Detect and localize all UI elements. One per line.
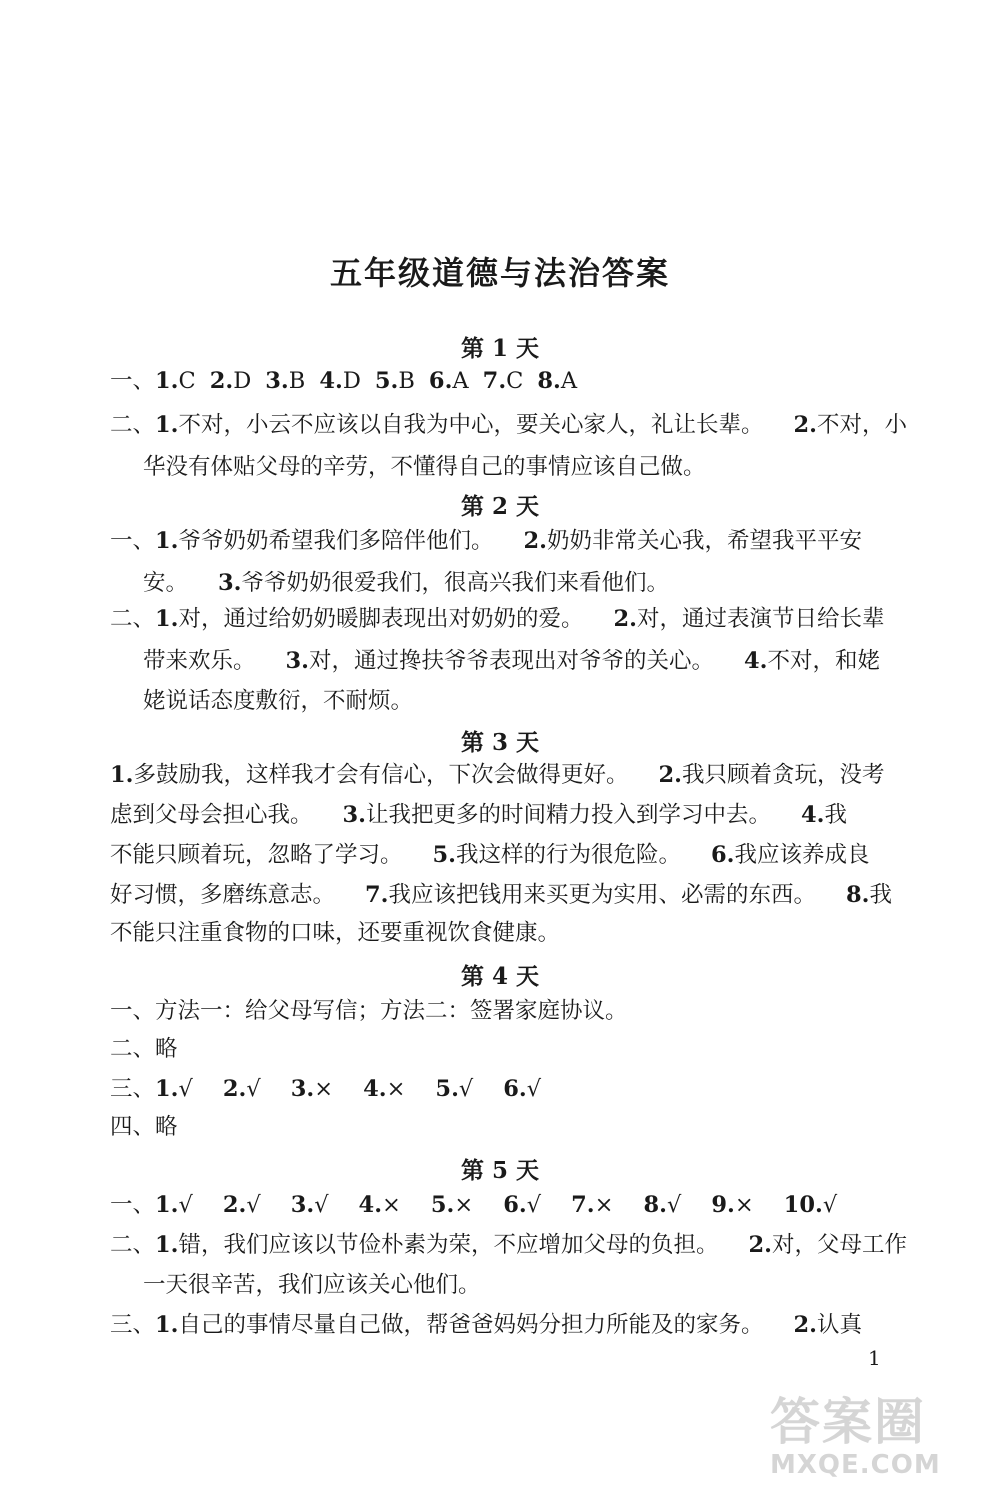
item-number: 7. [571,1192,595,1218]
item-number: 1. [155,1232,179,1258]
page-title: 五年级道德与法治答案 [329,254,670,292]
item-number: 1. [155,1076,179,1102]
item-number: 6. [428,368,453,394]
section-prefix: 一、 [110,528,156,554]
day-2-line-4 [143,646,903,676]
section-prefix: 二、 [110,606,156,632]
day-5-line-1 [110,1190,900,1220]
item-number: 2. [793,1312,818,1338]
item-number: 2. [658,762,683,788]
day-5-heading: 第 5 天 [460,1157,540,1184]
item-number: 2. [613,606,638,632]
day-1-line-2 [110,410,908,440]
item-number: 4. [358,1192,383,1218]
item-number: 5. [432,842,457,868]
item-number: 3. [290,1192,315,1218]
day-3-line-5: 不能只注重食物的口味，还要重视饮食健康。 [110,920,561,946]
answer: √ [314,1192,329,1218]
answer: 自己的事情尽量自己做，帮爸爸妈妈分担力所能及的家务。 [178,1312,764,1338]
day-2-line-2 [143,568,903,598]
answer: √ [526,1076,542,1102]
answer: 我 [824,802,848,828]
answer: 不能只顾着玩，忽略了学习。 [110,842,403,868]
day-1-line-1 [110,366,900,396]
watermark-bottom: MXQE.COM [770,1450,941,1480]
answer: 我应该养成良 [734,842,870,868]
answer: 不对，小 [817,412,908,438]
item-number: 3. [285,648,310,674]
item-number: 1. [155,412,179,438]
answer: × [454,1192,474,1218]
item-number: 4. [319,368,343,394]
day-5-line-2 [110,1230,908,1260]
item-number: 4. [801,802,825,828]
section-prefix: 一、 [110,368,156,394]
section-prefix: 二、 [110,412,156,438]
item-number: 1. [110,762,134,788]
answer: A [452,368,469,394]
answer: √ [666,1192,682,1218]
item-number: 2. [748,1232,773,1258]
day-5-line-3: 一天很辛苦，我们应该关心他们。 [143,1272,481,1298]
watermark-top: 答案圈 [770,1393,926,1451]
item-number: 3. [342,802,367,828]
answer: 爷爷奶奶希望我们多陪伴他们。 [178,528,494,554]
item-number: 5. [374,368,399,394]
answer: × [314,1076,334,1102]
day-2-line-1 [110,526,900,556]
answer: B [288,368,306,394]
item-number: 10. [783,1192,823,1218]
item-number: 2. [222,1192,247,1218]
answer: 安。 [143,570,189,596]
answer: 错，我们应该以节俭朴素为荣，不应增加父母的负担。 [178,1232,719,1258]
answer: 好习惯，多磨练意志。 [110,882,336,908]
item-number: 9. [711,1192,735,1218]
item-number: 2. [209,368,234,394]
item-number: 3. [265,368,289,394]
item-number: 7. [482,368,507,394]
answer: 对，通过表演节日给长辈 [637,606,885,632]
answer: × [382,1192,401,1218]
answer: 对，父母工作 [772,1232,908,1258]
answer: 奶奶非常关心我，希望我平平安 [547,528,863,554]
answer: 认真 [817,1312,863,1338]
answer: 让我把更多的时间精力投入到学习中去。 [366,802,772,828]
answer: 不对，和姥 [767,648,881,674]
item-number: 5. [430,1192,455,1218]
item-number: 1. [155,528,179,554]
answer: 我 [869,882,893,908]
item-number: 6. [711,842,735,868]
day-3-line-4 [110,880,900,910]
answer: 带来欢乐。 [143,648,256,674]
item-number: 2. [222,1076,247,1102]
item-number: 4. [744,648,768,674]
answer: × [734,1192,754,1218]
item-number: 8. [846,882,870,908]
answer: B [398,368,415,394]
day-4-line-3 [110,1074,900,1104]
day-3-line-3 [110,840,900,870]
item-number: 5. [435,1076,459,1102]
day-4-line-4: 四、略 [110,1114,178,1140]
day-4-heading: 第 4 天 [460,963,540,990]
section-prefix: 三、 [110,1312,156,1338]
item-number: 3. [290,1076,315,1102]
day-1-line-3: 华没有体贴父母的辛劳，不懂得自己的事情应该自己做。 [143,454,706,480]
item-number: 6. [503,1192,527,1218]
item-number: 1. [155,606,179,632]
day-1-heading: 第 1 天 [460,335,540,362]
item-number: 6. [503,1076,527,1102]
section-prefix: 一、 [110,1192,156,1218]
item-number: 8. [537,368,561,394]
answer: √ [178,1076,193,1102]
day-3-heading: 第 3 天 [460,729,540,756]
item-number: 1. [155,1192,179,1218]
watermark-logo [770,1394,980,1489]
page-number: 1 [868,1346,881,1370]
item-number: 4. [363,1076,387,1102]
answer: √ [246,1192,261,1218]
answer: A [560,368,578,394]
answer: 我这样的行为很危险。 [456,842,682,868]
day-3-line-2 [110,800,900,830]
day-4-line-2: 二、略 [110,1036,178,1062]
answer: √ [178,1192,193,1218]
answer: D [233,368,252,394]
item-number: 3. [218,570,242,596]
item-number: 2. [523,528,548,554]
answer: 虑到父母会担心我。 [110,802,313,828]
answer: 对，通过给奶奶暖脚表现出对奶奶的爱。 [178,606,584,632]
section-prefix: 二、 [110,1232,156,1258]
answer: √ [822,1192,838,1218]
item-number: 2. [793,412,818,438]
answer: 我应该把钱用来买更为实用、必需的东西。 [388,882,817,908]
item-number: 8. [643,1192,667,1218]
day-3-line-1 [110,760,900,790]
section-prefix: 三、 [110,1076,156,1102]
answer: C [178,368,196,394]
item-number: 1. [155,1312,179,1338]
answer: 我只顾着贪玩，没考 [682,762,885,788]
answer: 多鼓励我，这样我才会有信心，下次会做得更好。 [133,762,629,788]
answer: × [386,1076,406,1102]
answer: 爷爷奶奶很爱我们，很高兴我们来看他们。 [241,570,670,596]
day-2-heading: 第 2 天 [460,493,540,520]
answer: C [506,368,524,394]
answer: D [342,368,361,394]
answer: 不对，小云不应该以自我为中心，要关心家人，礼让长辈。 [178,412,764,438]
answer: √ [526,1192,542,1218]
answer: 对，通过搀扶爷爷表现出对爷爷的关心。 [309,648,715,674]
item-number: 1. [155,368,179,394]
day-2-line-5: 姥说话态度敷衍，不耐烦。 [143,688,414,714]
answer: × [594,1192,614,1218]
day-4-line-1: 一、方法一：给父母写信；方法二：签署家庭协议。 [110,998,628,1024]
answer: √ [458,1076,474,1102]
day-5-line-4 [110,1310,900,1340]
day-2-line-3 [110,604,900,634]
answer: √ [246,1076,261,1102]
item-number: 7. [365,882,389,908]
